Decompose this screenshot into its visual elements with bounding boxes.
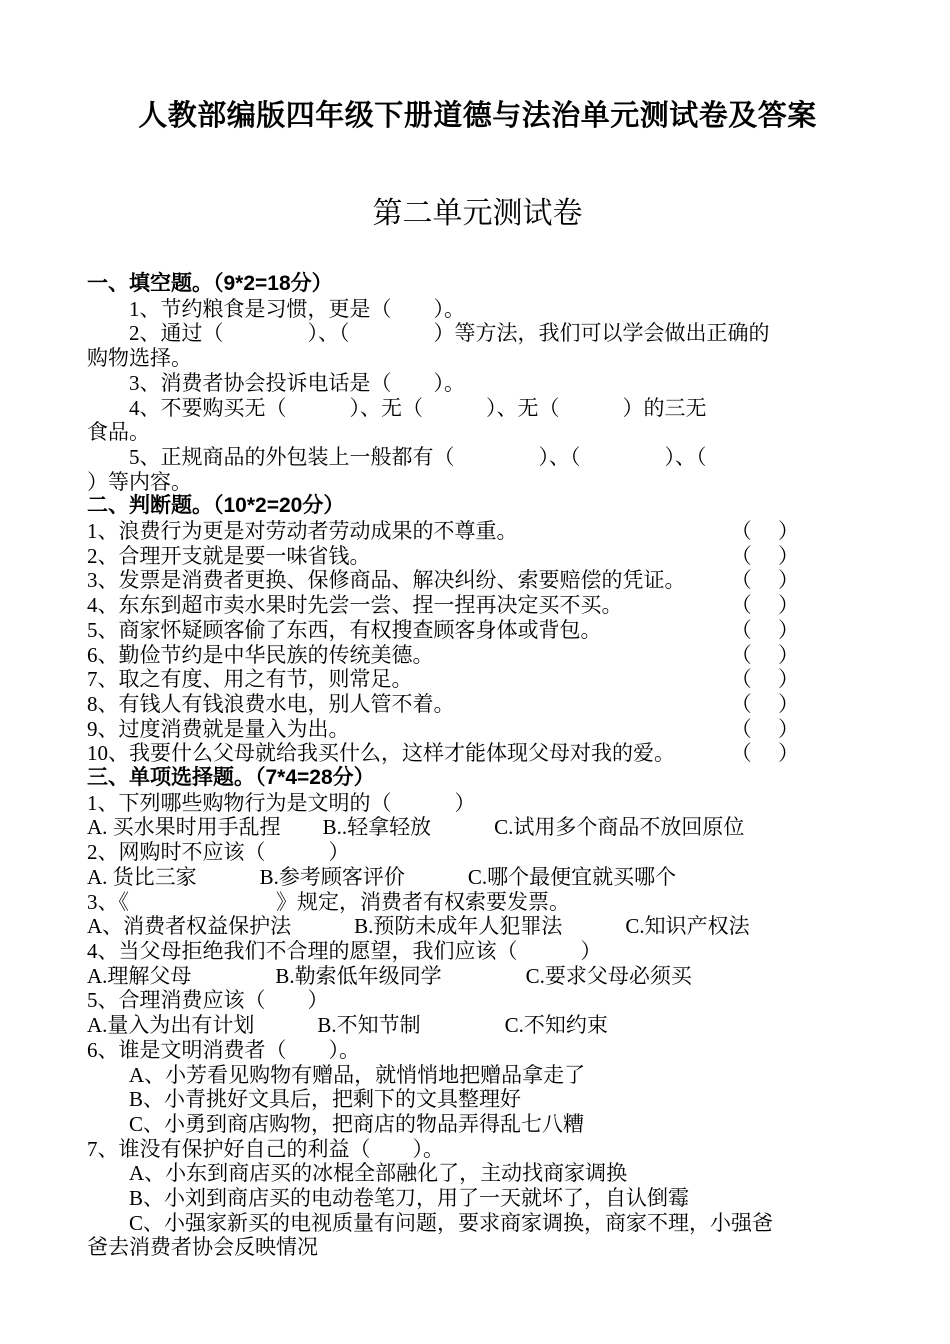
unit-test-title: 第二单元测试卷 [372,197,583,230]
question-line: A. 买水果时用手乱捏 B..轻拿轻放 C.试用多个商品不放回原位 [87,815,745,840]
question-line: 5、正规商品的外包装上一般都有（ ）、（ ）、（ [129,444,707,469]
judge-question-row [87,741,799,766]
question-line: A.理解父母 B.勒索低年级同学 C.要求父母必须买 [87,963,692,988]
question-line: A.量入为出有计划 B.不知节制 C.不知约束 [87,1013,608,1038]
judge-question-row [87,667,799,692]
document-title: 人教部编版四年级下册道德与法治单元测试卷及答案 [138,100,817,132]
judge-question-row [87,568,799,593]
answer-parentheses: （ ） [730,667,799,692]
question-line: ）等内容。 [87,469,192,494]
question-line: C、小强家新买的电视质量有问题，要求商家调换，商家不理，小强爸 [129,1210,774,1235]
judge-question-row [87,544,799,569]
judge-question-row [87,692,799,717]
section-heading: 三、单项选择题。（7*4=28分） [87,766,375,790]
judge-question-text: 10、我要什么父母就给我买什么，这样才能体现父母对我的爱。 [87,741,675,766]
question-line: 购物选择。 [87,346,192,371]
question-line: 3、《 》规定，消费者有权索要发票。 [87,889,570,914]
answer-parentheses: （ ） [730,741,799,766]
answer-parentheses: （ ） [730,593,799,618]
section-true-false [87,494,868,766]
question-line: 3、消费者协会投诉电话是（ ）。 [129,370,465,395]
section-fill-in-blanks [87,272,868,494]
section-body [87,791,868,1260]
judge-question-text: 8、有钱人有钱浪费水电，别人管不着。 [87,691,455,716]
judge-question-row [87,717,799,742]
question-line: 4、当父母拒绝我们不合理的愿望，我们应该（ ） [87,938,602,963]
question-line: 2、通过（ ）、（ ）等方法，我们可以学会做出正确的 [129,321,770,346]
judge-question-text: 6、勤俭节约是中华民族的传统美德。 [87,642,434,667]
question-line: 爸去消费者协会反映情况 [87,1235,318,1260]
question-line: 4、不要购买无（ ）、无（ ）、无（ ）的三无 [129,395,707,420]
judge-question-text: 9、过度消费就是量入为出。 [87,716,350,741]
section-multiple-choice [87,766,868,1260]
judge-question-text: 1、浪费行为更是对劳动者劳动成果的不尊重。 [87,519,518,544]
judge-question-text: 7、取之有度、用之有节，则常足。 [87,667,413,692]
question-line: 7、谁没有保护好自己的利益（ ）。 [87,1136,444,1161]
answer-parentheses: （ ） [730,519,799,544]
section-heading: 二、判断题。（10*2=20分） [87,494,345,518]
judge-question-row [87,618,799,643]
question-line: C、小勇到商店购物，把商店的物品弄得乱七八糟 [129,1111,585,1136]
judge-question-text: 4、东东到超市卖水果时先尝一尝、捏一捏再决定买不买。 [87,593,623,618]
question-line: 1、节约粮食是习惯，更是（ ）。 [129,296,465,321]
question-line: B、小青挑好文具后，把剩下的文具整理好 [129,1087,522,1112]
answer-parentheses: （ ） [730,716,799,741]
answer-parentheses: （ ） [730,543,799,568]
judge-question-row [87,519,799,544]
answer-parentheses: （ ） [730,642,799,667]
section-body [87,297,868,495]
section-heading: 一、填空题。（9*2=18分） [87,272,333,295]
question-line: A、小东到商店买的冰棍全部融化了，主动找商家调换 [129,1161,628,1186]
section-body [87,519,868,766]
judge-question-row [87,593,799,618]
question-line: 5、合理消费应该（ ） [87,988,329,1013]
question-line: A、消费者权益保护法 B.预防未成年人犯罪法 C.知识产权法 [87,914,750,939]
question-line: A. 货比三家 B.参考顾客评价 C.哪个最便宜就买哪个 [87,864,677,889]
answer-parentheses: （ ） [730,568,799,593]
question-line: 1、下列哪些购物行为是文明的（ ） [87,790,476,815]
question-line: 食品。 [87,420,150,445]
answer-parentheses: （ ） [730,617,799,642]
question-line: 6、谁是文明消费者（ ）。 [87,1037,360,1062]
judge-question-text: 5、商家怀疑顾客偷了东西，有权搜查顾客身体或背包。 [87,617,602,642]
judge-question-row [87,643,799,668]
question-line: B、小刘到商店买的电动卷笔刀，用了一天就坏了，自认倒霉 [129,1186,690,1211]
paper-body [87,272,868,1260]
judge-question-text: 2、合理开支就是要一味省钱。 [87,543,371,568]
judge-question-text: 3、发票是消费者更换、保修商品、解决纠纷、索要赔偿的凭证。 [87,568,686,593]
question-line: 2、网购时不应该（ ） [87,840,350,865]
answer-parentheses: （ ） [730,691,799,716]
question-line: A、小芳看见购物有赠品，就悄悄地把赠品拿走了 [129,1062,586,1087]
